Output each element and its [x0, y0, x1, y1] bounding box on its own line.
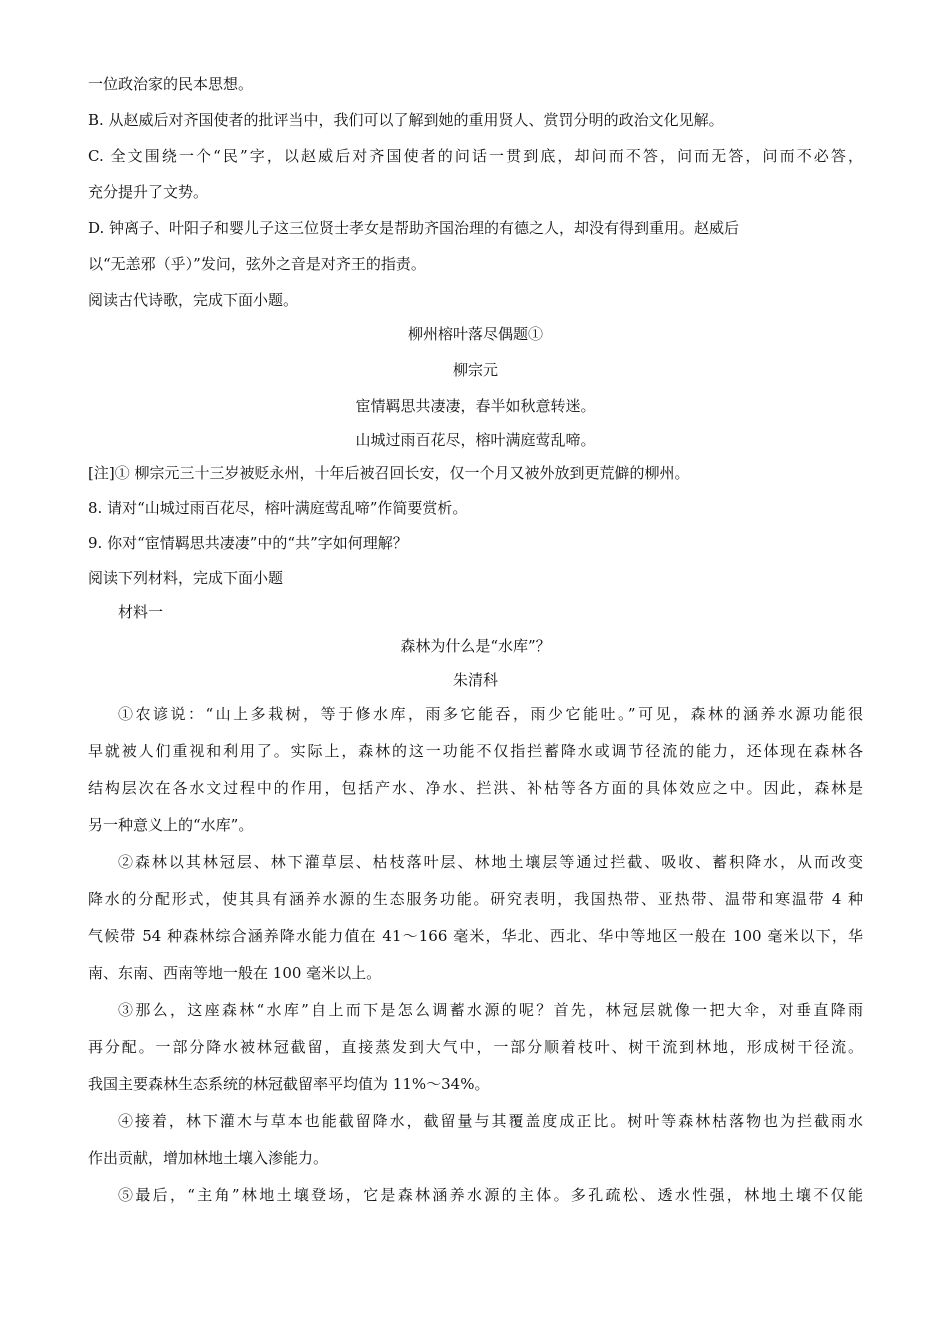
article-title: 森林为什么是“水库”？: [400, 637, 551, 655]
paragraph-line: ⑤最后，“主角”林地土壤登场，它是森林涵养水源的主体。多孔疏松、透水性强，林地土壤不仅能: [118, 1186, 863, 1204]
poem-title: 柳州榕叶落尽偶题①: [407, 325, 543, 343]
text-line: 充分提升了文势。: [88, 183, 209, 201]
option-b: B. 从赵威后对齐国使者的批评当中，我们可以了解到她的重用贤人、赏罚分明的政治文化见解。: [88, 111, 724, 129]
paragraph-line: 早就被人们重视和利用了。实际上，森林的这一功能不仅指拦蓄降水或调节径流的能力，还体现在森林各: [88, 742, 863, 760]
article-author: 朱清科: [452, 671, 498, 689]
paragraph-line: ②森林以其林冠层、林下灌草层、枯枝落叶层、林地土壤层等通过拦截、吸收、蓄积降水，从而改变: [118, 853, 863, 871]
poem-line: 宦情羁思共凄凄，春半如秋意转迷。: [355, 397, 596, 415]
paragraph-line: 另一种意义上的“水库”。: [88, 816, 254, 834]
paragraph-line: ①农谚说：“山上多栽树，等于修水库，雨多它能吞，雨少它能吐。”可见，森林的涵养水源功能很: [118, 705, 863, 723]
paragraph-line: 作出贡献，增加林地土壤入渗能力。: [88, 1149, 329, 1167]
poem-note: [注]① 柳宗元三十三岁被贬永州，十年后被召回长安，仅一个月又被外放到更荒僻的柳州。: [88, 464, 690, 482]
text-line: 一位政治家的民本思想。: [88, 75, 254, 93]
paragraph-line: 南、东南、西南等地一般在 100 毫米以上。: [88, 964, 382, 982]
paragraph-line: 结构层次在各水文过程中的作用，包括产水、净水、拦洪、补枯等各方面的具体效应之中。因此，森林是: [88, 779, 863, 797]
poem-line: 山城过雨百花尽，榕叶满庭莺乱啼。: [355, 431, 596, 449]
paragraph-line: 降水的分配形式，使其具有涵养水源的生态服务功能。研究表明，我国热带、亚热带、温带和寒温带 4 种: [88, 890, 863, 908]
question-8: 8. 请对“山城过雨百花尽，榕叶满庭莺乱啼”作简要赏析。: [88, 499, 468, 517]
paragraph-line: 气候带 54 种森林综合涵养降水能力值在 41～166 毫米，华北、西北、华中等地区一般在 100 毫米以下，华: [88, 927, 863, 945]
material-label: 材料一: [118, 603, 164, 621]
option-d: D. 钟离子、叶阳子和婴儿子这三位贤士孝女是帮助齐国治理的有德之人，却没有得到重用。赵威后: [88, 219, 740, 237]
text-line: 以“无恙邪（乎）”发问，弦外之音是对齐王的指责。: [88, 255, 426, 273]
paragraph-line: 我国主要森林生态系统的林冠截留率平均值为 11%～34%。: [88, 1075, 490, 1093]
question-9: 9. 你对“宦情羁思共凄凄”中的“共”字如何理解？: [88, 534, 408, 552]
paragraph-line: ④接着，林下灌木与草本也能截留降水，截留量与其覆盖度成正比。树叶等森林枯落物也为拦截雨水: [118, 1112, 863, 1130]
paragraph-line: ③那么，这座森林“水库”自上而下是怎么调蓄水源的呢？首先，林冠层就像一把大伞，对垂直降雨: [118, 1001, 863, 1019]
option-c: C. 全文围绕一个“民”字，以赵威后对齐国使者的问话一贯到底，却问而不答，问而无答，问而不必答，: [88, 147, 863, 165]
poem-author: 柳宗元: [452, 361, 498, 379]
section-instruction: 阅读古代诗歌，完成下面小题。: [88, 291, 299, 309]
section-instruction: 阅读下列材料，完成下面小题: [88, 569, 284, 587]
paragraph-line: 再分配。一部分降水被林冠截留，直接蒸发到大气中，一部分顺着枝叶、树干流到林地，形成树干径流。: [88, 1038, 863, 1056]
